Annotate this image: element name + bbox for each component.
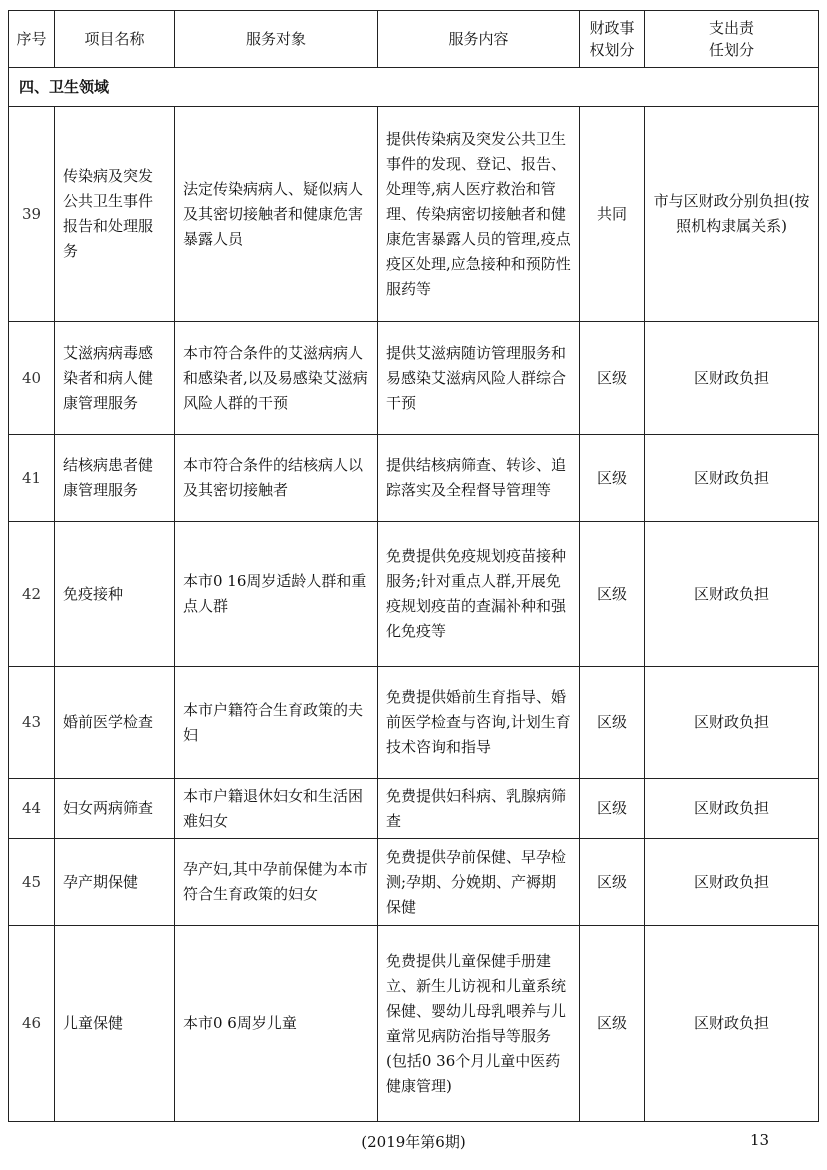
row-name: 艾滋病病毒感染者和病人健康管理服务 bbox=[55, 322, 175, 435]
page-number: 13 bbox=[750, 1131, 770, 1149]
row-num: 40 bbox=[9, 322, 55, 435]
row-division: 区级 bbox=[580, 435, 645, 522]
row-target: 孕产妇,其中孕前保健为本市符合生育政策的妇女 bbox=[175, 839, 378, 926]
header-division bbox=[580, 11, 645, 68]
row-target: 本市符合条件的艾滋病病人和感染者,以及易感染艾滋病风险人群的干预 bbox=[175, 322, 378, 435]
row-num: 43 bbox=[9, 667, 55, 779]
header-row bbox=[9, 11, 819, 68]
row-target: 本市符合条件的结核病人以及其密切接触者 bbox=[175, 435, 378, 522]
header-num: 序号 bbox=[9, 11, 55, 68]
row-content: 免费提供妇科病、乳腺病筛查 bbox=[378, 779, 580, 839]
row-division: 区级 bbox=[580, 322, 645, 435]
row-num: 39 bbox=[9, 107, 55, 322]
table-row bbox=[9, 107, 819, 322]
row-content: 提供结核病筛查、转诊、追踪落实及全程督导管理等 bbox=[378, 435, 580, 522]
row-num: 41 bbox=[9, 435, 55, 522]
row-num: 46 bbox=[9, 926, 55, 1122]
table-row bbox=[9, 839, 819, 926]
row-name: 结核病患者健康管理服务 bbox=[55, 435, 175, 522]
table-row bbox=[9, 322, 819, 435]
row-content: 免费提供儿童保健手册建立、新生儿访视和儿童系统保健、婴幼儿母乳喂养与儿童常见病防治指导等服务(包括0 36个月儿童中医药健康管理) bbox=[378, 926, 580, 1122]
row-target: 本市0 6周岁儿童 bbox=[175, 926, 378, 1122]
section-title: 四、卫生领域 bbox=[9, 68, 819, 107]
row-name: 孕产期保健 bbox=[55, 839, 175, 926]
section-row bbox=[9, 68, 819, 107]
row-division: 共同 bbox=[580, 107, 645, 322]
table-row bbox=[9, 667, 819, 779]
row-responsibility: 区财政负担 bbox=[645, 667, 819, 779]
table-row bbox=[9, 435, 819, 522]
row-division: 区级 bbox=[580, 839, 645, 926]
row-division: 区级 bbox=[580, 667, 645, 779]
header-division-line1: 财政事 bbox=[589, 19, 635, 37]
issue-label: (2019年第6期) bbox=[361, 1133, 466, 1151]
row-division: 区级 bbox=[580, 522, 645, 667]
row-name: 儿童保健 bbox=[55, 926, 175, 1122]
row-name: 婚前医学检查 bbox=[55, 667, 175, 779]
row-responsibility: 区财政负担 bbox=[645, 779, 819, 839]
row-name: 传染病及突发公共卫生事件报告和处理服务 bbox=[55, 107, 175, 322]
row-target: 本市户籍符合生育政策的夫妇 bbox=[175, 667, 378, 779]
row-name: 免疫接种 bbox=[55, 522, 175, 667]
header-name: 项目名称 bbox=[55, 11, 175, 68]
row-responsibility: 市与区财政分别负担(按照机构隶属关系) bbox=[645, 107, 819, 322]
row-division: 区级 bbox=[580, 926, 645, 1122]
header-responsibility-line1: 支出责 bbox=[708, 19, 754, 37]
row-responsibility: 区财政负担 bbox=[645, 839, 819, 926]
row-target: 本市0 16周岁适龄人群和重点人群 bbox=[175, 522, 378, 667]
row-responsibility: 区财政负担 bbox=[645, 926, 819, 1122]
table-row bbox=[9, 926, 819, 1122]
row-name: 妇女两病筛查 bbox=[55, 779, 175, 839]
row-responsibility: 区财政负担 bbox=[645, 435, 819, 522]
header-responsibility-line2: 任划分 bbox=[708, 41, 754, 59]
row-responsibility: 区财政负担 bbox=[645, 522, 819, 667]
row-content: 提供传染病及突发公共卫生事件的发现、登记、报告、处理等,病人医疗救治和管理、传染病密切接触者和健康危害暴露人员的管理,疫点疫区处理,应急接种和预防性服药等 bbox=[378, 107, 580, 322]
header-content: 服务内容 bbox=[378, 11, 580, 68]
row-target: 法定传染病病人、疑似病人及其密切接触者和健康危害暴露人员 bbox=[175, 107, 378, 322]
row-num: 44 bbox=[9, 779, 55, 839]
header-responsibility bbox=[645, 11, 819, 68]
row-num: 42 bbox=[9, 522, 55, 667]
row-division: 区级 bbox=[580, 779, 645, 839]
table-row bbox=[9, 779, 819, 839]
row-content: 免费提供免疫规划疫苗接种服务;针对重点人群,开展免疫规划疫苗的查漏补种和强化免疫等 bbox=[378, 522, 580, 667]
row-responsibility: 区财政负担 bbox=[645, 322, 819, 435]
services-table bbox=[8, 10, 819, 1122]
row-target: 本市户籍退休妇女和生活困难妇女 bbox=[175, 779, 378, 839]
row-num: 45 bbox=[9, 839, 55, 926]
row-content: 免费提供婚前生育指导、婚前医学检查与咨询,计划生育技术咨询和指导 bbox=[378, 667, 580, 779]
header-target: 服务对象 bbox=[175, 11, 378, 68]
row-content: 提供艾滋病随访管理服务和易感染艾滋病风险人群综合干预 bbox=[378, 322, 580, 435]
header-division-line2: 权划分 bbox=[589, 41, 635, 59]
table-row bbox=[9, 522, 819, 667]
row-content: 免费提供孕前保健、早孕检测;孕期、分娩期、产褥期保健 bbox=[378, 839, 580, 926]
